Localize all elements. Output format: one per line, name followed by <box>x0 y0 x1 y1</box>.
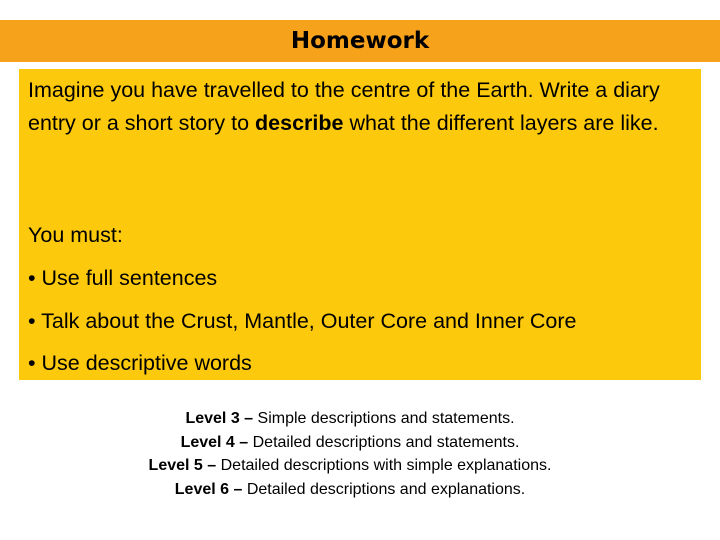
level-description: Detailed descriptions and statements. <box>252 433 520 451</box>
must-label: You must: <box>28 223 123 247</box>
task-keyword: describe <box>255 111 344 135</box>
level-description: Detailed descriptions and explanations. <box>246 480 526 498</box>
level-criteria <box>0 407 700 501</box>
bullet-item: • Use full sentences <box>28 266 218 290</box>
level-row <box>0 478 700 502</box>
level-dash: – <box>239 410 258 427</box>
level-dash: – <box>202 457 221 474</box>
level-dash: – <box>229 480 247 498</box>
level-row <box>0 431 700 455</box>
task-description <box>28 74 688 140</box>
task-intro-text-end: what the different layers are like. <box>343 111 659 135</box>
level-label: Level 3 <box>185 410 240 427</box>
level-label: Level 5 <box>148 457 203 474</box>
bullet-item: • Talk about the Crust, Mantle, Outer Core and Inner Core <box>28 309 577 333</box>
level-row <box>0 407 700 431</box>
level-description: Detailed descriptions with simple explanations. <box>220 457 552 474</box>
page-title: Homework <box>290 28 430 54</box>
level-label: Level 4 <box>180 433 235 451</box>
level-dash: – <box>234 433 253 451</box>
level-description: Simple descriptions and statements. <box>257 410 515 427</box>
level-row <box>0 454 700 478</box>
bullet-item: • Use descriptive words <box>28 351 252 375</box>
task-intro-text: Imagine you have travelled to the centre of the Earth. Write a diary entry or a short story to <box>28 78 660 135</box>
level-label: Level 6 <box>174 480 230 498</box>
